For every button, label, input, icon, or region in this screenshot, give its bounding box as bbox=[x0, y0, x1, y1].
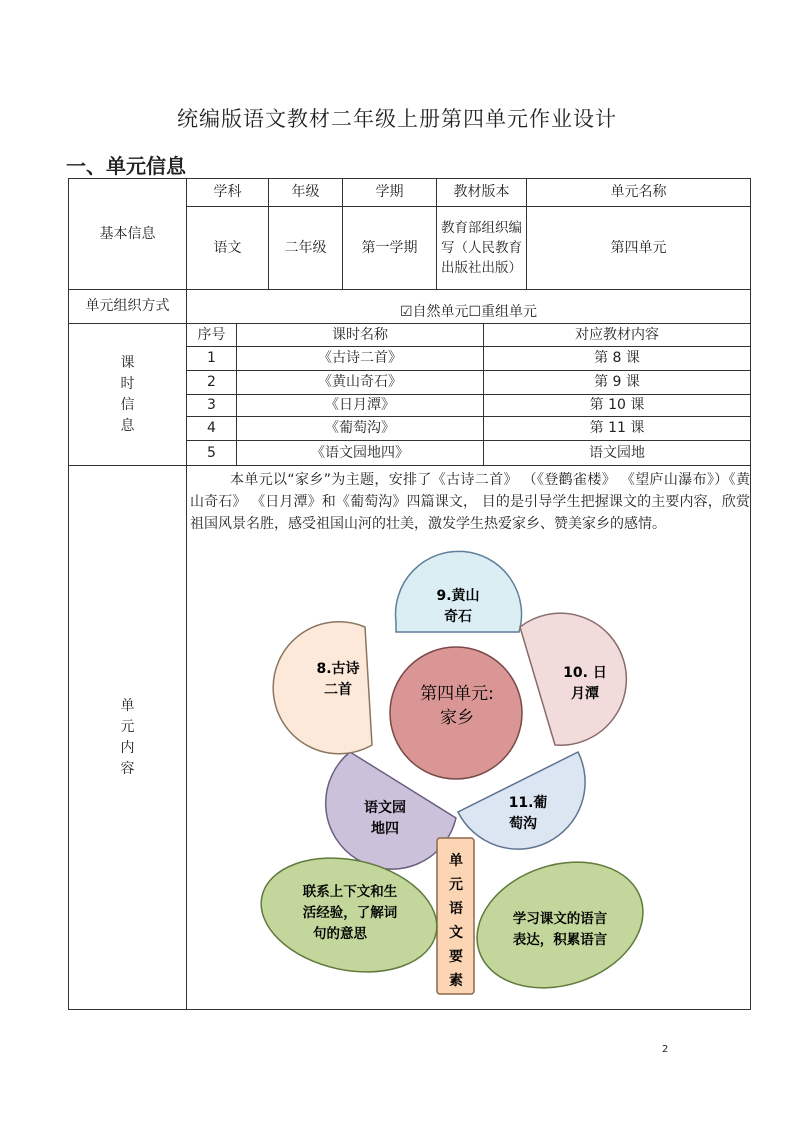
leaf-left-text: 句的意思 bbox=[313, 926, 367, 942]
unit-content-label: 单 元 内 容 bbox=[120, 697, 135, 777]
petal-label: 地四 bbox=[371, 821, 399, 837]
lesson-name: 《葡萄沟》 bbox=[325, 420, 395, 437]
header-subject: 学科 bbox=[213, 184, 242, 201]
stem-char: 语 bbox=[449, 901, 463, 917]
lesson-content: 第 11 课 bbox=[589, 420, 645, 437]
petal-label: 9.黄山 bbox=[436, 588, 480, 604]
header-edition: 教材版本 bbox=[453, 184, 510, 201]
unit-content-paragraph: 本单元以“家乡”为主题，安排了《古诗二首》 （《登鹳雀楼》 《望庐山瀑布》）《黄山奇石》 《日月潭》和《葡萄沟》四篇课文， 目的是引导学生把握课文的主要内容，欣赏祖国风景名胜，感受祖国山河的壮美，激发学生热爱家乡、赞美家乡的感情。 bbox=[190, 472, 750, 532]
petal-label: 奇石 bbox=[444, 609, 472, 625]
basic-info-label: 基本信息 bbox=[99, 225, 156, 242]
lesson-name: 《古诗二首》 bbox=[318, 350, 402, 367]
lesson-number: 4 bbox=[207, 420, 216, 437]
lesson-name: 《语文园地四》 bbox=[311, 444, 409, 461]
value-unit-name: 第四单元 bbox=[610, 239, 667, 256]
value-term: 第一学期 bbox=[361, 239, 418, 256]
lesson-content: 第 9 课 bbox=[594, 374, 640, 391]
leaf-left-text: 活经验，了解词 bbox=[302, 905, 398, 921]
petal-label: 语文园 bbox=[364, 800, 406, 816]
stem-char: 单 bbox=[449, 853, 463, 869]
stem-char: 要 bbox=[449, 949, 463, 965]
lesson-name: 《日月潭》 bbox=[325, 397, 395, 414]
header-grade: 年级 bbox=[291, 184, 320, 201]
petal-label: 二首 bbox=[324, 682, 352, 698]
lesson-content: 第 8 课 bbox=[594, 350, 640, 367]
leaf-left-text: 联系上下文和生 bbox=[302, 884, 398, 900]
value-subject: 语文 bbox=[213, 239, 242, 256]
stem-char: 元 bbox=[449, 877, 463, 893]
lesson-number: 5 bbox=[207, 444, 216, 461]
value-grade: 二年级 bbox=[284, 239, 327, 256]
stem-char: 文 bbox=[449, 925, 463, 941]
document-title: 统编版语文教材二年级上册第四单元作业设计 bbox=[177, 107, 617, 131]
leaf-right-text: 表达，积累语言 bbox=[512, 932, 608, 948]
lesson-number: 1 bbox=[207, 350, 216, 367]
page-number: 2 bbox=[662, 1044, 669, 1055]
lesson-content: 语文园地 bbox=[589, 444, 645, 461]
petal-label: 月潭 bbox=[571, 686, 599, 702]
lesson-header-name: 课时名称 bbox=[332, 326, 388, 343]
lesson-number: 2 bbox=[207, 374, 216, 391]
petal-label: 11.葡 bbox=[508, 795, 548, 811]
petal-label: 8.古诗 bbox=[316, 661, 360, 677]
lesson-name: 《黄山奇石》 bbox=[318, 374, 402, 391]
lesson-header-number: 序号 bbox=[197, 326, 226, 343]
lesson-header-content: 对应教材内容 bbox=[575, 326, 659, 343]
section-heading: 一、单元信息 bbox=[66, 154, 186, 178]
header-term: 学期 bbox=[375, 184, 404, 201]
organization-value: ☑自然单元☐重组单元 bbox=[399, 304, 538, 321]
petal-label: 萄沟 bbox=[509, 816, 537, 832]
center-label: 家乡 bbox=[440, 708, 474, 728]
lesson-number: 3 bbox=[207, 397, 216, 414]
center-label: 第四单元: bbox=[420, 684, 494, 704]
lesson-content: 第 10 课 bbox=[589, 397, 645, 414]
header-unit-name: 单元名称 bbox=[610, 184, 667, 201]
value-edition: 教育部组织编写（人民教育出版社出版） bbox=[441, 220, 522, 276]
petal-label: 10. 日 bbox=[563, 665, 607, 681]
leaf-right-text: 学习课文的语言 bbox=[512, 911, 608, 927]
petal-lesson-8 bbox=[273, 622, 372, 754]
lesson-info-label: 课 时 信 息 bbox=[120, 354, 135, 434]
stem-char: 素 bbox=[449, 973, 463, 989]
organization-label: 单元组织方式 bbox=[85, 298, 170, 315]
